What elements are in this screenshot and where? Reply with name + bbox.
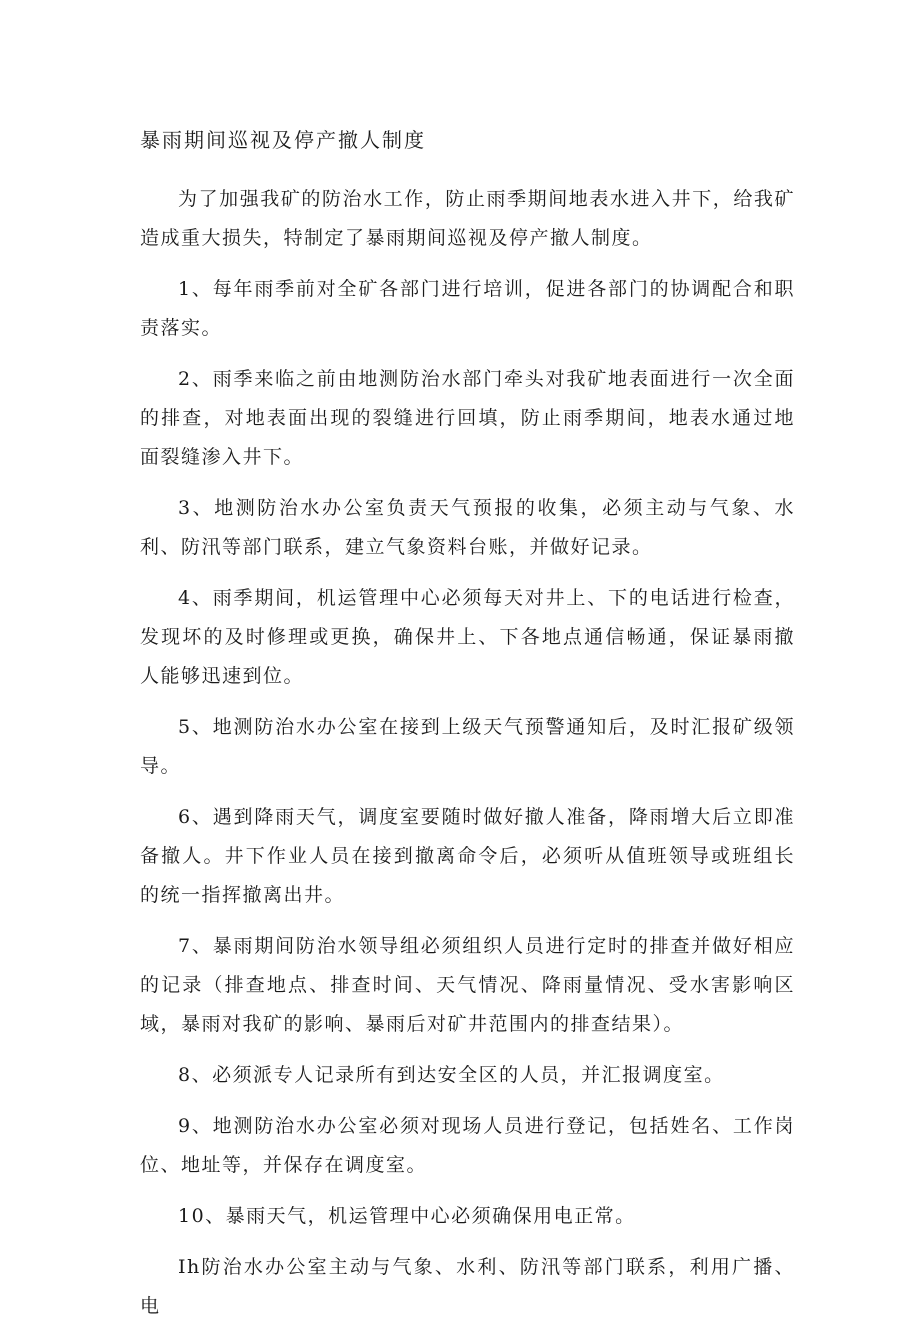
document-title: 暴雨期间巡视及停产撤人制度 bbox=[140, 128, 426, 152]
paragraph-item-9: 9、地测防治水办公室必须对现场人员进行登记，包括姓名、工作岗位、地址等，并保存在调度室。 bbox=[140, 1115, 795, 1176]
paragraph-item-3: 3、地测防治水办公室负责天气预报的收集，必须主动与气象、水利、防汛等部门联系，建立气象资料台账，并做好记录。 bbox=[140, 497, 795, 558]
paragraph-item-6: 6、遇到降雨天气，调度室要随时做好撤人准备，降雨增大后立即准备撤人。井下作业人员在接到撤离命令后，必须听从值班领导或班组长的统一指挥撤离出井。 bbox=[140, 806, 795, 906]
paragraph-item-10: 10、暴雨天气，机运管理中心必须确保用电正常。 bbox=[178, 1205, 636, 1227]
paragraph-intro: 为了加强我矿的防治水工作，防止雨季期间地表水进入井下，给我矿造成重大损失，特制定了暴雨期间巡视及停产撤人制度。 bbox=[140, 188, 795, 249]
paragraph-item-2: 2、雨季来临之前由地测防治水部门牵头对我矿地表面进行一次全面的排查，对地表面出现的裂缝进行回填，防止雨季期间，地表水通过地面裂缝渗入井下。 bbox=[140, 368, 795, 468]
paragraph-item-5: 5、地测防治水办公室在接到上级天气预警通知后，及时汇报矿级领导。 bbox=[140, 716, 795, 777]
document-body bbox=[140, 180, 795, 1338]
paragraph-item-11: Ih防治水办公室主动与气象、水利、防汛等部门联系，利用广播、电 bbox=[140, 1256, 795, 1317]
paragraph-item-1: 1、每年雨季前对全矿各部门进行培训，促进各部门的协调配合和职责落实。 bbox=[140, 278, 795, 339]
paragraph-item-8: 8、必须派专人记录所有到达安全区的人员，并汇报调度室。 bbox=[178, 1064, 725, 1086]
paragraph-item-4: 4、雨季期间，机运管理中心必须每天对井上、下的电话进行检查，发现坏的及时修理或更换，确保井上、下各地点通信畅通，保证暴雨撤人能够迅速到位。 bbox=[140, 587, 795, 687]
paragraph-item-7: 7、暴雨期间防治水领导组必须组织人员进行定时的排查并做好相应的记录（排查地点、排查时间、天气情况、降雨量情况、受水害影响区域，暴雨对我矿的影响、暴雨后对矿井范围内的排查结果）。 bbox=[140, 935, 795, 1035]
